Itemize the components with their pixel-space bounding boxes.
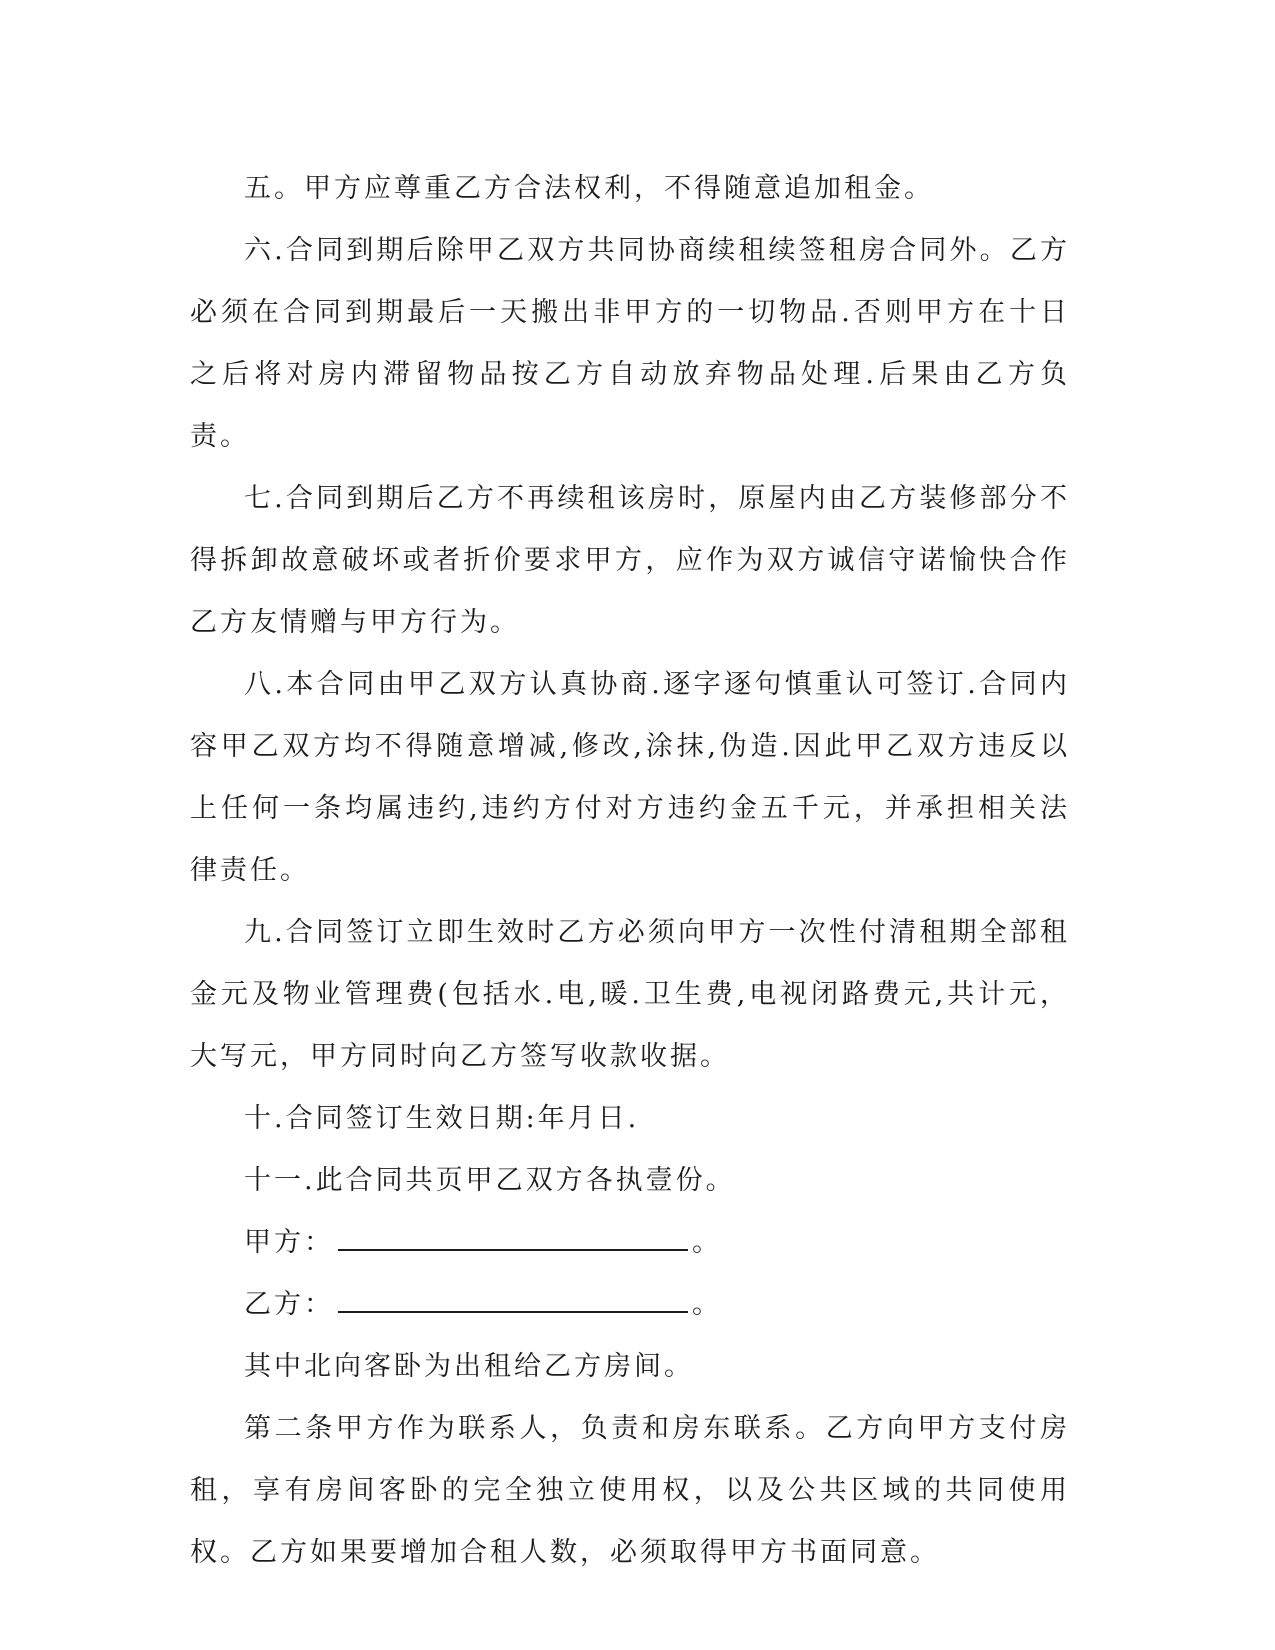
room-note: 其中北向客卧为出租给乙方房间。: [244, 1351, 694, 1382]
clause-10: 十.合同签订生效日期:年月日.: [244, 1103, 640, 1134]
party-b-signature: [190, 1274, 1070, 1336]
clause-11: 十一.此合同共页甲乙双方各执壹份。: [244, 1165, 736, 1196]
article-2: 第二条甲方作为联系人，负责和房东联系。乙方向甲方支付房租，享有房间客卧的完全独立使用权，以及公共区域的共同使用权。乙方如果要增加合租人数，必须取得甲方书面同意。: [190, 1413, 1070, 1568]
document-body: [190, 158, 1070, 1584]
party-b-end-mark: 。: [692, 1289, 722, 1320]
party-b-label: 乙方：: [244, 1289, 334, 1320]
clause-5: 五。甲方应尊重乙方合法权利，不得随意追加租金。: [244, 173, 934, 204]
clause-7: 七.合同到期后乙方不再续租该房时，原屋内由乙方装修部分不得拆卸故意破坏或者折价要求甲方，应作为双方诚信守诺愉快合作乙方友情赠与甲方行为。: [190, 483, 1070, 638]
party-a-signature: [190, 1212, 1070, 1274]
clause-6: 六.合同到期后除甲乙双方共同协商续租续签租房合同外。乙方必须在合同到期最后一天搬出非甲方的一切物品.否则甲方在十日之后将对房内滞留物品按乙方自动放弃物品处理.后果由乙方负责。: [190, 235, 1070, 452]
clause-9: 九.合同签订立即生效时乙方必须向甲方一次性付清租期全部租金元及物业管理费(包括水.电,暖.卫生费,电视闭路费元,共计元，大写元，甲方同时向乙方签写收款收据。: [190, 917, 1070, 1072]
party-a-label: 甲方：: [244, 1227, 334, 1258]
clause-8: 八.本合同由甲乙双方认真协商.逐字逐句慎重认可签订.合同内容甲乙双方均不得随意增减,修改,涂抹,伪造.因此甲乙双方违反以上任何一条均属违约,违约方付对方违约金五千元，并承担相关法律责任。: [190, 669, 1070, 886]
party-a-signature-blank: [338, 1225, 688, 1251]
party-b-signature-blank: [338, 1287, 688, 1313]
party-a-end-mark: 。: [692, 1227, 722, 1258]
